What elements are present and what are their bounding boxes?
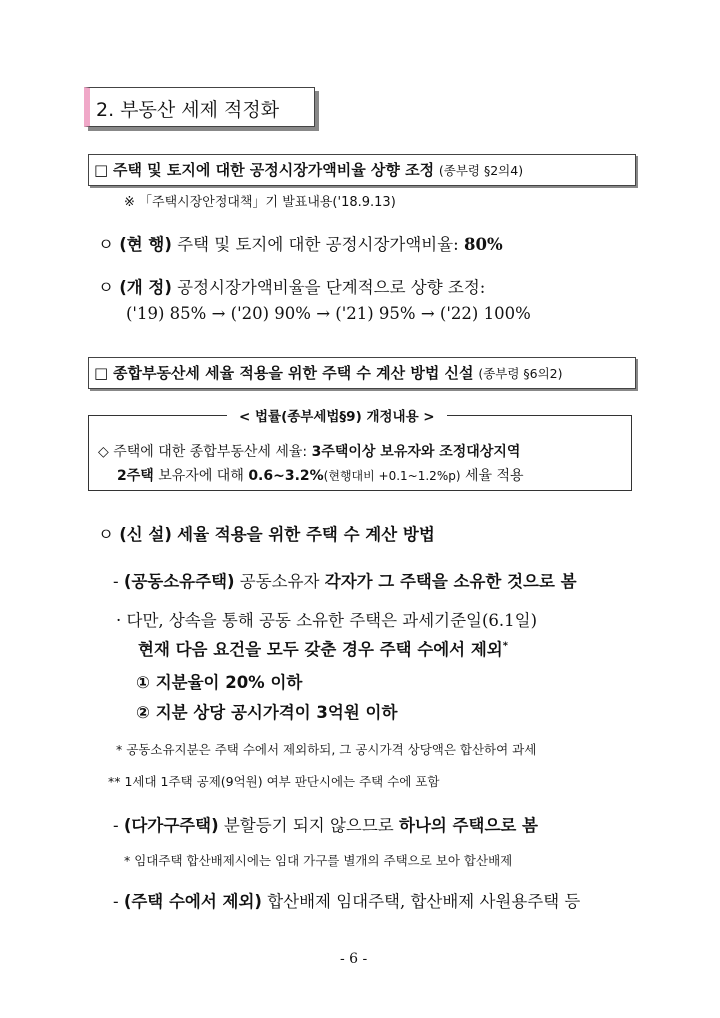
current-label: (현 행) [119,235,172,254]
multi-family-text-bold: 하나의 주택으로 봄 [399,816,539,835]
bullet: ㅇ [98,525,114,544]
co-owned-text: 공동소유자 [239,572,320,591]
law-text: 주택에 대한 종합부동산세 세율: [113,444,308,460]
note-text: 「주택시장안정대책」기 발표내용('18.9.13) [139,195,396,210]
current-rule-line [98,231,503,255]
excluded-text: 합산배제 임대주택, 합산배제 사원용주택 등 [267,892,581,911]
multi-family-text: 분할등기 되지 않으므로 [223,816,394,835]
law-rate: 0.6~3.2% [248,468,324,484]
dash: - [113,892,119,911]
revised-text: 공정시장가액비율을 단계적으로 상향 조정: [177,278,486,297]
subsection-1-ref: (종부령 §2의4) [438,163,524,178]
law-line-1 [98,441,520,461]
exception-item-2: ② 지분 상당 공시가격이 3억원 이하 [136,703,398,722]
multi-family-label: (다가구주택) [123,816,219,835]
law-text: 보유자에 대해 [158,468,244,484]
reference-mark: ※ [124,195,135,210]
footnote-2: ** 1세대 1주택 공제(9억원) 여부 판단시에는 주택 수에 포함 [108,774,440,789]
section-title: 2. 부동산 세제 적정화 [96,99,280,121]
current-value: 80% [463,235,503,254]
checkbox-glyph: □ [94,364,109,382]
exception-text: 다만, 상속을 통해 공동 소유한 주택은 과세기준일(6.1일) [126,611,538,630]
diamond-icon: ◇ [98,444,109,460]
revised-schedule: ('19) 85% → ('20) 90% → ('21) 95% → ('22) 100% [126,304,531,323]
footnote-1: * 공동소유지분은 주택 수에서 제외하되, 그 공시가격 상당액은 합산하여 과세 [116,742,537,757]
excluded-line [113,888,580,912]
law-text-bold: 2주택 [117,468,154,484]
footnote-mark: * [502,640,508,652]
dash: - [113,572,119,591]
law-text-bold: 3주택이상 보유자와 조정대상지역 [311,444,521,460]
subsection-1-heading [94,159,523,180]
dash: - [113,816,119,835]
law-text: 세율 적용 [464,468,524,484]
multi-family-line [113,812,538,836]
new-label: (신 설) [119,525,172,544]
co-owned-text-bold: 각자가 그 주택을 소유한 것으로 봄 [324,572,577,591]
exception-line-1 [116,607,537,631]
subsection-2-ref: (종부령 §6의2) [478,366,563,381]
page-number: - 6 - [340,951,368,967]
dot: · [116,611,122,630]
co-owned-label: (공동소유주택) [123,572,235,591]
multi-family-note: * 임대주택 합산배제시에는 임대 가구를 별개의 주택으로 보아 합산배제 [124,853,513,868]
new-text: 세율 적용을 위한 주택 수 계산 방법 [177,525,435,544]
exception-line-2 [138,636,508,660]
subsection-1-title: 주택 및 토지에 대한 공정시장가액비율 상향 조정 [112,161,435,179]
new-rule-line [98,521,435,545]
co-owned-line [113,568,577,592]
current-text: 주택 및 토지에 대한 공정시장가액비율: [177,235,459,254]
subsection-2-heading [94,362,563,383]
revised-label: (개 정) [119,278,172,297]
bullet: ㅇ [98,278,114,297]
exception-item-1: ① 지분율이 20% 이하 [136,673,303,692]
subsection-1-note [124,191,396,210]
law-box-title: < 법률(종부세법§9) 개정내용 > [227,405,447,425]
revised-rule-line [98,274,485,298]
subsection-2-title: 종합부동산세 세율 적용을 위한 주택 수 계산 방법 신설 [112,364,474,382]
law-rate-diff: (현행대비 +0.1~1.2%p) [323,469,461,483]
exception-text-bold: 현재 다음 요건을 모두 갖춘 경우 주택 수에서 제외 [138,640,503,659]
law-line-2 [117,465,524,485]
excluded-label: (주택 수에서 제외) [123,892,262,911]
checkbox-glyph: □ [94,161,109,179]
bullet: ㅇ [98,235,114,254]
